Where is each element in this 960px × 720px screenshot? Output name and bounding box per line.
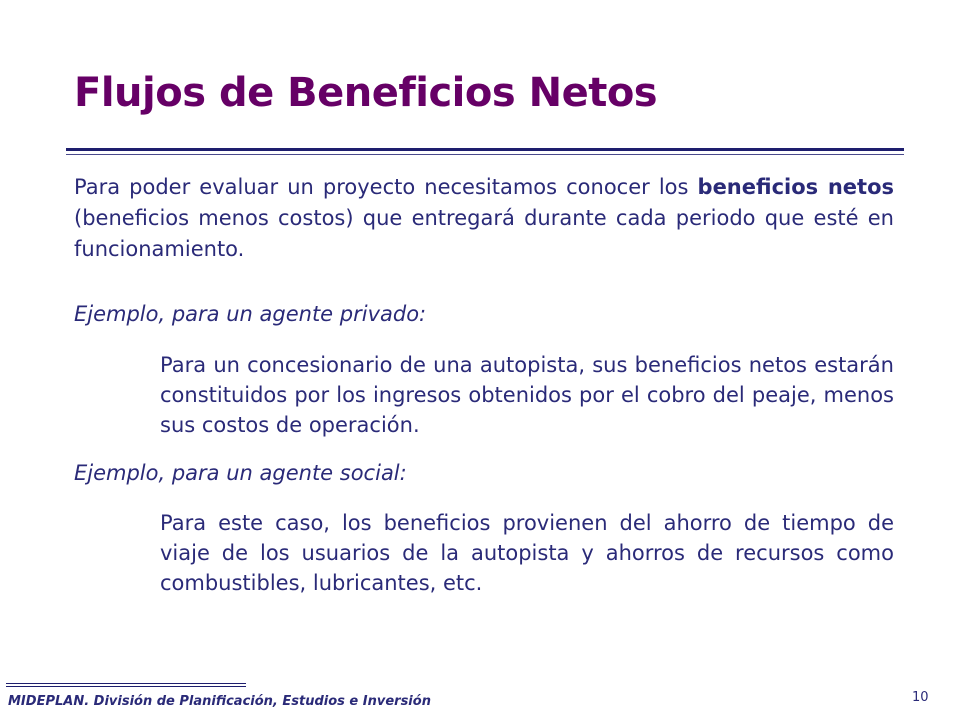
- example-private-heading: Ejemplo, para un agente privado:: [74, 302, 427, 326]
- intro-text-end: (beneficios menos costos) que entregará durante cada periodo que esté en funcionamiento.: [74, 206, 894, 261]
- intro-paragraph: [74, 172, 894, 265]
- intro-emphasis: beneficios netos: [697, 175, 894, 199]
- title-divider: [66, 148, 904, 155]
- example-private-body: Para un concesionario de una autopista, sus beneficios netos estarán constituidos por los ingresos obtenidos por el cobro del peaje, menos sus costos de operación.: [160, 353, 894, 437]
- example-social-heading: Ejemplo, para un agente social:: [74, 461, 407, 485]
- footer-divider: [6, 683, 246, 687]
- page-number: 10: [912, 690, 929, 705]
- example-social-body: Para este caso, los beneficios provienen del ahorro de tiempo de viaje de los usuarios de la autopista y ahorros de recursos como combustibles, lubricantes, etc.: [160, 511, 894, 595]
- footer-organization: MIDEPLAN. División de Planificación, Estudios e Inversión: [8, 694, 431, 709]
- intro-text-start: Para poder evaluar un proyecto necesitamos conocer los: [74, 175, 698, 199]
- slide-title: Flujos de Beneficios Netos: [74, 70, 658, 116]
